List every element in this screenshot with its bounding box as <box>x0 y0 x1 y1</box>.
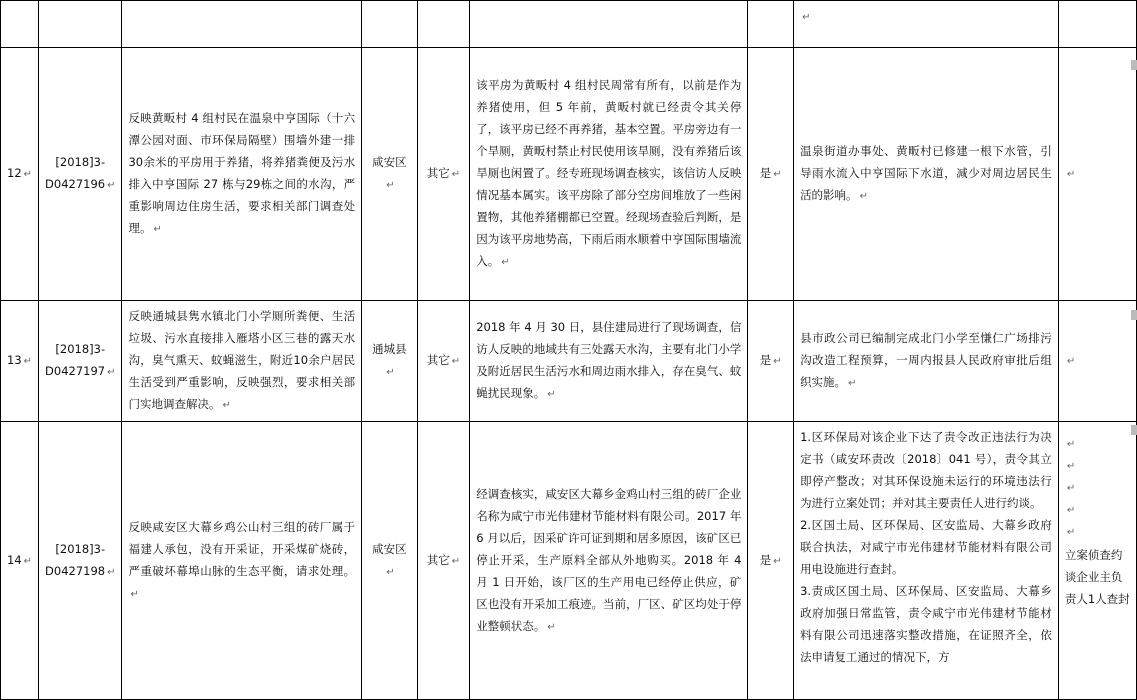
table-row <box>1 48 1137 301</box>
area-cell: 咸安区↵ <box>362 422 417 700</box>
paragraph-mark: ↵ <box>1066 527 1076 538</box>
paragraph-mark: ↵ <box>1066 461 1076 472</box>
finding-cell: 2018 年 4 月 30 日，县住建局进行了现场调查，信访人反映的地域共有三处露天水沟，主要有北门小学及附近居民生活污水和周边雨水排入，存在臭气、蚊蝇扰民现象。 ↵ <box>470 301 748 422</box>
result-cell <box>1058 1 1136 48</box>
table-row <box>1 301 1137 422</box>
action-cell: 县市政公司已编制完成北门小学至慊仁广场排污沟改造工程预算，一周内报县人民政府审批后组织实施。 ↵ <box>794 301 1059 422</box>
row-number-cell <box>1 1 39 48</box>
scroll-indicator[interactable] <box>1131 310 1137 320</box>
action-cell: ↵ <box>794 1 1059 48</box>
area-cell: 咸安区↵ <box>362 48 417 301</box>
result-cell: ↵ <box>1058 48 1136 301</box>
complaint-cell: 反映黄畈村 4 组村民在温泉中亨国际（十六潭公园对面、市环保局隔壁）围墙外建一排30余米的平房用于养猪，将养猪粪便及污水排入中亨国际 27 栋与29栋之间的水沟，严重影响周边住房生活，要求相关部门调查处理。 ↵ <box>122 48 362 301</box>
flag-cell: 是 ↵ <box>748 48 794 301</box>
scroll-indicator[interactable] <box>1131 60 1137 70</box>
flag-cell: 是 ↵ <box>748 301 794 422</box>
paragraph-mark: ↵ <box>1066 483 1076 494</box>
action-item: 2.区国土局、区环保局、区安监局、大幕乡政府联合执法，对咸宁市光伟建材节能材料有限公司用电设施进行查封。 <box>800 518 1052 576</box>
paragraph-mark: ↵ <box>1066 505 1076 516</box>
row-number-cell: 12 ↵ <box>1 48 39 301</box>
type-cell <box>417 1 470 48</box>
complaint-cell: 反映通城县隽水镇北门小学厕所粪便、生活垃圾、污水直接排入雁塔小区三巷的露天水沟，臭气熏天、蚊蝇滋生，附近10余户居民生活受到严重影响，反映强烈，要求相关部门实地调查解决。 ↵ <box>122 301 362 422</box>
row-number-cell: 13 ↵ <box>1 301 39 422</box>
result-cell: ↵ <box>1058 301 1136 422</box>
case-code-cell: [2018]3-D0427196 ↵ <box>39 48 122 301</box>
scroll-indicator[interactable] <box>1131 425 1137 435</box>
action-item: 3.责成区国土局、区环保局、区安监局、大幕乡政府加强日常监管，责令咸宁市光伟建材节能材料有限公司迅速落实整改措施，在证照齐全，依法申请复工通过的情况下，方 <box>800 584 1052 664</box>
result-text: 立案侦查约谈企业主负责人1人查封 <box>1064 548 1130 606</box>
complaint-cell: 反映咸安区大幕乡鸡公山村三组的砖厂属于福建人承包，没有开采证，开采煤矿烧砖，严重破坏幕埠山脉的生态平衡，请求处理。↵ <box>122 422 362 700</box>
table-row <box>1 422 1137 700</box>
complaint-cell <box>122 1 362 48</box>
finding-cell: 该平房为黄畈村 4 组村民周常有所有，以前是作为养猪使用，但 5 年前，黄畈村就已经责令其关停了，该平房已经不再养猪，基本空置。平房旁边有一个旱厕，黄畈村禁止村民使用该旱厕，没有养猪后该旱厕也闲置了。经专班现场调查核实，该信访人反映情况基本属实。该平房除了部分空房间堆放了一些闲置物，其他养猪棚都已空置。经现场查验后判断，是因为该平房地势高，下雨后雨水顺着中亨国际围墙流入。 ↵ <box>470 48 748 301</box>
flag-cell: 是 ↵ <box>748 422 794 700</box>
case-code-cell <box>39 1 122 48</box>
area-cell: 通城县↵ <box>362 301 417 422</box>
action-cell: 温泉街道办事处、黄畈村已修建一根下水管，引导雨水流入中亨国际下水道，减少对周边居民生活的影响。 ↵ <box>794 48 1059 301</box>
type-cell: 其它 ↵ <box>417 422 470 700</box>
result-cell <box>1058 422 1136 700</box>
flag-cell <box>748 1 794 48</box>
case-code-cell: [2018]3-D0427198 ↵ <box>39 422 122 700</box>
area-cell <box>362 1 417 48</box>
row-number-cell: 14 ↵ <box>1 422 39 700</box>
paragraph-mark: ↵ <box>1066 439 1076 450</box>
case-code-cell: [2018]3-D0427197 ↵ <box>39 301 122 422</box>
action-cell <box>794 422 1059 700</box>
type-cell: 其它 ↵ <box>417 48 470 301</box>
finding-cell: 经调查核实，咸安区大幕乡金鸡山村三组的砖厂企业名称为咸宁市光伟建材节能材料有限公司。2017 年 6 月以后，因采矿许可证到期和居多原因，该矿区已停止开采，生产原料全部从外地购买。2018 年 4 月 1 日开始，该厂区的生产用电已经停止供应，矿区也没有开采加工痕迹。当前，厂区、矿区均处于停业整顿状态。 ↵ <box>470 422 748 700</box>
type-cell: 其它 ↵ <box>417 301 470 422</box>
finding-cell <box>470 1 748 48</box>
action-item: 1.区环保局对该企业下达了责令改正违法行为决定书（咸安环责改〔2018〕041 号），责令其立即停产整改；对其环保设施未运行的环境违法行为进行立案处罚；并对其主要责任人进行约谈。 <box>800 430 1052 510</box>
table-row <box>1 1 1137 48</box>
